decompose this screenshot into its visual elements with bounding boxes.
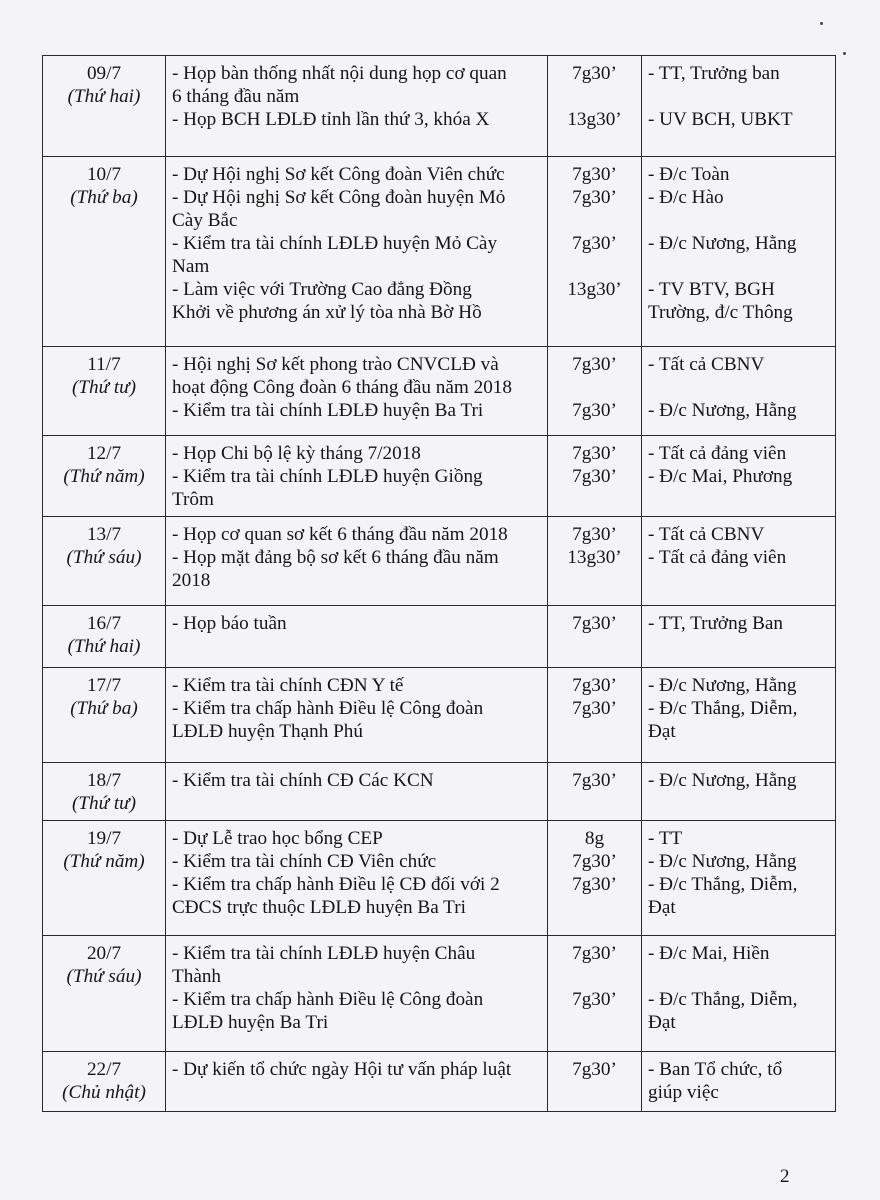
person-text: - TT, Trưởng Ban	[648, 613, 783, 634]
content-cell	[166, 56, 548, 157]
activity-item: - Họp bàn thống nhất nội dung họp cơ quan 6 tháng đầu năm	[172, 63, 507, 107]
time-cell	[548, 668, 642, 763]
person-text	[648, 85, 829, 108]
person-cell	[642, 157, 836, 347]
schedule-row	[43, 56, 836, 157]
date-text: 13/7	[86, 524, 122, 545]
time-cell	[548, 157, 642, 347]
person-text: - Đ/c Nương, Hằng	[648, 675, 797, 696]
date-cell	[43, 821, 166, 936]
time-text: 7g30’	[572, 675, 617, 696]
person-text: - Đ/c Thắng, Diễm, Đạt	[648, 989, 798, 1033]
activity-item: - Hội nghị Sơ kết phong trào CNVCLĐ và hoạt động Công đoàn 6 tháng đầu năm 2018	[172, 354, 512, 398]
weekday-text: (Thứ ba)	[70, 698, 138, 719]
time-text: 7g30’	[572, 524, 617, 545]
date-cell	[43, 157, 166, 347]
weekday-text: (Chủ nhật)	[62, 1082, 146, 1103]
weekday-text: (Thứ sáu)	[66, 966, 142, 987]
activity-item: - Kiểm tra chấp hành Điều lệ CĐ đối với 2 CĐCS trực thuộc LĐLĐ huyện Ba Tri	[172, 874, 500, 918]
date-text: 17/7	[86, 675, 122, 696]
schedule-row	[43, 606, 836, 668]
person-cell	[642, 606, 836, 668]
time-text: 7g30’	[572, 187, 617, 208]
person-text: - TT	[648, 828, 683, 849]
date-text: 16/7	[86, 613, 122, 634]
time-text: 7g30’	[572, 164, 617, 185]
activity-item: - Kiểm tra tài chính CĐN Y tế	[172, 675, 404, 696]
weekday-text: (Thứ tư)	[71, 377, 137, 398]
activity-item: - Họp Chi bộ lệ kỳ tháng 7/2018	[172, 443, 421, 464]
person-text: - Đ/c Nương, Hằng	[648, 400, 797, 421]
person-text: - Đ/c Mai, Hiền	[648, 943, 770, 964]
time-text	[554, 376, 635, 399]
activity-item: - Họp cơ quan sơ kết 6 tháng đầu năm 2018	[172, 524, 508, 545]
activity-item: - Dự Hội nghị Sơ kết Công đoàn huyện Mỏ Cày Bắc	[172, 187, 506, 231]
person-cell	[642, 936, 836, 1052]
content-cell	[166, 1052, 548, 1112]
person-text: - Tất cả CBNV	[648, 354, 765, 375]
weekday-text: (Thứ hai)	[67, 636, 141, 657]
time-cell	[548, 606, 642, 668]
time-text: 13g30’	[567, 547, 622, 568]
schedule-row	[43, 763, 836, 821]
time-text: 7g30’	[572, 466, 617, 487]
time-text: 13g30’	[567, 109, 622, 130]
time-text: 7g30’	[572, 63, 617, 84]
time-cell	[548, 436, 642, 517]
date-cell	[43, 517, 166, 606]
schedule-row	[43, 821, 836, 936]
time-cell	[548, 936, 642, 1052]
person-text: - TT, Trưởng ban	[648, 63, 780, 84]
activity-item: - Kiểm tra chấp hành Điều lệ Công đoàn LĐLĐ huyện Ba Tri	[172, 989, 484, 1033]
person-text: - Đ/c Nương, Hằng	[648, 770, 797, 791]
date-text: 09/7	[86, 63, 122, 84]
date-text: 10/7	[86, 164, 122, 185]
person-cell	[642, 668, 836, 763]
content-cell	[166, 668, 548, 763]
time-text: 7g30’	[572, 613, 617, 634]
date-text: 20/7	[86, 943, 122, 964]
person-text: - TV BTV, BGH Trường, đ/c Thông	[648, 279, 793, 323]
person-text: - Đ/c Nương, Hằng	[648, 233, 797, 254]
date-cell	[43, 436, 166, 517]
activity-item: - Kiểm tra chấp hành Điều lệ Công đoàn LĐLĐ huyện Thạnh Phú	[172, 698, 484, 742]
time-text: 7g30’	[572, 443, 617, 464]
time-text: 7g30’	[572, 698, 617, 719]
time-text: 7g30’	[572, 989, 617, 1010]
time-text: 7g30’	[572, 354, 617, 375]
content-cell	[166, 936, 548, 1052]
activity-item: - Kiểm tra tài chính CĐ Các KCN	[172, 770, 434, 791]
person-cell	[642, 436, 836, 517]
time-cell	[548, 763, 642, 821]
date-cell	[43, 606, 166, 668]
person-text	[648, 255, 829, 278]
activity-item: - Dự Hội nghị Sơ kết Công đoàn Viên chức	[172, 164, 505, 185]
time-text: 8g	[584, 828, 605, 849]
activity-item: - Kiểm tra tài chính LĐLĐ huyện Giồng Trôm	[172, 466, 483, 510]
date-text: 12/7	[86, 443, 122, 464]
activity-item: - Dự Lễ trao học bổng CEP	[172, 828, 383, 849]
time-cell	[548, 821, 642, 936]
date-cell	[43, 668, 166, 763]
time-text: 7g30’	[572, 851, 617, 872]
time-text: 7g30’	[572, 400, 617, 421]
activity-item: - Kiểm tra tài chính LĐLĐ huyện Châu Thành	[172, 943, 476, 987]
time-text: 7g30’	[572, 1059, 617, 1080]
activity-item: - Kiểm tra tài chính LĐLĐ huyện Ba Tri	[172, 400, 484, 421]
person-text: - UV BCH, UBKT	[648, 109, 793, 130]
date-cell	[43, 763, 166, 821]
time-cell	[548, 1052, 642, 1112]
date-text: 11/7	[87, 354, 121, 375]
date-cell	[43, 56, 166, 157]
person-text	[648, 965, 829, 988]
date-text: 18/7	[86, 770, 122, 791]
person-text: - Đ/c Toàn	[648, 164, 730, 185]
activity-item: - Kiểm tra tài chính CĐ Viên chức	[172, 851, 437, 872]
date-text: 22/7	[86, 1059, 122, 1080]
date-cell	[43, 1052, 166, 1112]
person-text: - Tất cả CBNV	[648, 524, 765, 545]
person-text: - Tất cả đảng viên	[648, 547, 787, 568]
date-cell	[43, 347, 166, 436]
weekday-text: (Thứ hai)	[67, 86, 141, 107]
content-cell	[166, 517, 548, 606]
time-text	[554, 255, 635, 278]
time-text: 7g30’	[572, 874, 617, 895]
schedule-row	[43, 436, 836, 517]
date-text: 19/7	[86, 828, 122, 849]
weekly-schedule-table	[42, 55, 836, 1112]
person-cell	[642, 56, 836, 157]
person-text: - Đ/c Hào	[648, 187, 724, 208]
activity-item: - Họp BCH LĐLĐ tỉnh lần thứ 3, khóa X	[172, 109, 490, 130]
weekday-text: (Thứ ba)	[70, 187, 138, 208]
time-text	[554, 209, 635, 232]
schedule-row	[43, 936, 836, 1052]
schedule-row	[43, 517, 836, 606]
scan-speck	[820, 22, 823, 25]
time-cell	[548, 347, 642, 436]
content-cell	[166, 606, 548, 668]
weekday-text: (Thứ năm)	[63, 466, 145, 487]
schedule-row	[43, 668, 836, 763]
person-cell	[642, 1052, 836, 1112]
person-text: - Đ/c Thắng, Diễm, Đạt	[648, 874, 798, 918]
person-text: - Đ/c Mai, Phương	[648, 466, 793, 487]
activity-item: - Làm việc với Trường Cao đẳng Đồng Khởi về phương án xử lý tòa nhà Bờ Hồ	[172, 279, 482, 323]
time-cell	[548, 56, 642, 157]
time-text: 7g30’	[572, 233, 617, 254]
content-cell	[166, 347, 548, 436]
time-text: 7g30’	[572, 770, 617, 791]
person-text: - Ban Tổ chức, tổ giúp việc	[648, 1059, 783, 1103]
time-text: 7g30’	[572, 943, 617, 964]
schedule-body	[43, 56, 836, 1112]
time-text	[554, 965, 635, 988]
weekday-text: (Thứ tư)	[71, 793, 137, 814]
schedule-row	[43, 347, 836, 436]
person-text: - Tất cả đảng viên	[648, 443, 787, 464]
date-cell	[43, 936, 166, 1052]
activity-item: - Kiểm tra tài chính LĐLĐ huyện Mỏ Cày Nam	[172, 233, 498, 277]
activity-item: - Họp báo tuần	[172, 613, 287, 634]
content-cell	[166, 157, 548, 347]
person-text: - Đ/c Thắng, Diễm, Đạt	[648, 698, 798, 742]
activity-item: - Dự kiến tổ chức ngày Hội tư vấn pháp luật	[172, 1059, 512, 1080]
person-cell	[642, 347, 836, 436]
time-text	[554, 85, 635, 108]
content-cell	[166, 763, 548, 821]
activity-item: - Họp mặt đảng bộ sơ kết 6 tháng đầu năm 2018	[172, 547, 499, 591]
person-cell	[642, 763, 836, 821]
content-cell	[166, 821, 548, 936]
person-cell	[642, 517, 836, 606]
schedule-row	[43, 157, 836, 347]
time-text: 13g30’	[567, 279, 622, 300]
person-cell	[642, 821, 836, 936]
content-cell	[166, 436, 548, 517]
person-text	[648, 209, 829, 232]
person-text: - Đ/c Nương, Hằng	[648, 851, 797, 872]
page-number: 2	[780, 1166, 790, 1187]
scan-speck	[843, 52, 846, 55]
schedule-row	[43, 1052, 836, 1112]
weekday-text: (Thứ sáu)	[66, 547, 142, 568]
time-cell	[548, 517, 642, 606]
weekday-text: (Thứ năm)	[63, 851, 145, 872]
person-text	[648, 376, 829, 399]
